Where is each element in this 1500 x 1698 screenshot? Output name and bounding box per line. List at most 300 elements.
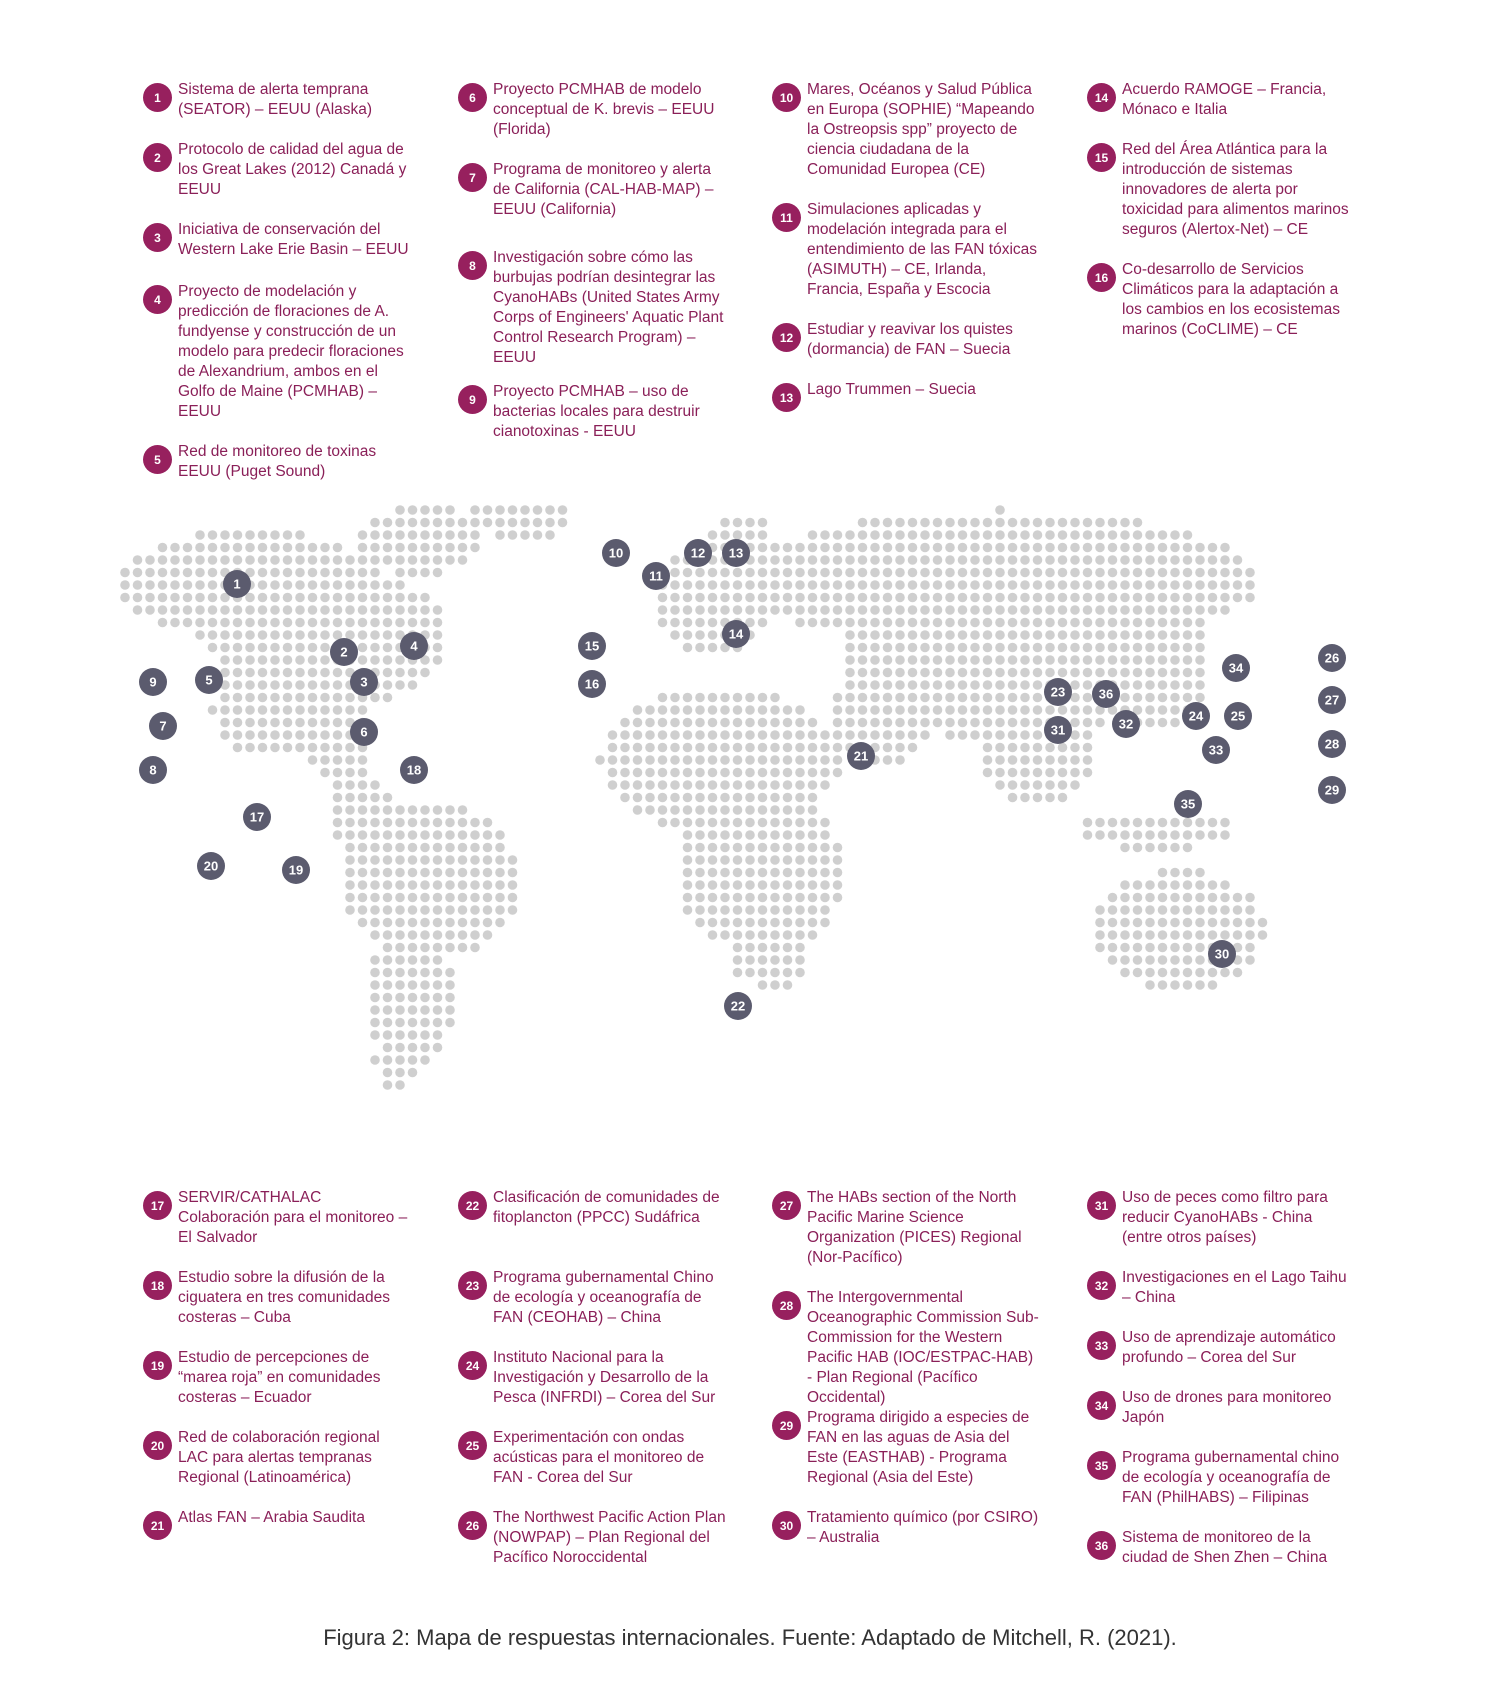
land-dot	[433, 555, 443, 565]
land-dot	[820, 593, 830, 603]
land-dot	[1008, 680, 1018, 690]
land-dot	[1070, 780, 1080, 790]
land-dot	[1208, 818, 1218, 828]
land-dot	[1083, 580, 1093, 590]
land-dot	[395, 1068, 405, 1078]
land-dot	[395, 605, 405, 615]
land-dot	[295, 730, 305, 740]
land-dot	[1083, 743, 1093, 753]
legend-text: Sistema de alerta temprana (SEATOR) – EEUU (Alaska)	[178, 81, 373, 118]
land-dot	[470, 855, 480, 865]
land-dot	[833, 580, 843, 590]
land-dot	[370, 893, 380, 903]
land-dot	[695, 918, 705, 928]
land-dot	[483, 843, 493, 853]
land-dot	[233, 705, 243, 715]
land-dot	[1183, 543, 1193, 553]
land-dot	[308, 593, 318, 603]
land-dot	[983, 630, 993, 640]
land-dot	[645, 718, 655, 728]
land-dot	[958, 630, 968, 640]
land-dot	[895, 655, 905, 665]
land-dot	[933, 580, 943, 590]
land-dot	[770, 955, 780, 965]
land-dot	[995, 568, 1005, 578]
land-dot	[733, 718, 743, 728]
land-dot	[220, 630, 230, 640]
land-dot	[1095, 605, 1105, 615]
land-dot	[395, 668, 405, 678]
land-dot	[333, 593, 343, 603]
land-dot	[758, 780, 768, 790]
land-dot	[1233, 555, 1243, 565]
land-dot	[958, 643, 968, 653]
land-dot	[670, 630, 680, 640]
land-dot	[858, 718, 868, 728]
land-dot	[195, 568, 205, 578]
land-dot	[233, 643, 243, 653]
land-dot	[970, 643, 980, 653]
land-dot	[1045, 580, 1055, 590]
land-dot	[470, 930, 480, 940]
land-dot	[770, 743, 780, 753]
land-dot	[433, 1005, 443, 1015]
land-dot	[1133, 968, 1143, 978]
map-marker-label: 5	[205, 672, 213, 688]
map-marker-label: 28	[1324, 736, 1340, 752]
land-dot	[445, 543, 455, 553]
map-marker-label: 18	[406, 762, 422, 778]
land-dot	[858, 605, 868, 615]
land-dot	[920, 618, 930, 628]
map-marker-label: 15	[584, 638, 600, 654]
land-dot	[483, 893, 493, 903]
land-dot	[695, 718, 705, 728]
land-dot	[1158, 693, 1168, 703]
land-dot	[1058, 605, 1068, 615]
land-dot	[420, 880, 430, 890]
land-dot	[1158, 630, 1168, 640]
land-dot	[795, 818, 805, 828]
land-dot	[383, 593, 393, 603]
land-dot	[695, 818, 705, 828]
land-dot	[945, 693, 955, 703]
land-dot	[1183, 630, 1193, 640]
land-dot	[720, 880, 730, 890]
map-marker-label: 24	[1188, 708, 1204, 724]
land-dot	[395, 1043, 405, 1053]
land-dot	[695, 568, 705, 578]
land-dot	[945, 518, 955, 528]
land-dot	[1008, 518, 1018, 528]
land-dot	[433, 805, 443, 815]
land-dot	[308, 555, 318, 565]
land-dot	[908, 518, 918, 528]
land-dot	[695, 618, 705, 628]
land-dot	[983, 555, 993, 565]
land-dot	[395, 555, 405, 565]
land-dot	[1195, 580, 1205, 590]
land-dot	[883, 580, 893, 590]
land-dot	[845, 618, 855, 628]
land-dot	[270, 643, 280, 653]
land-dot	[933, 718, 943, 728]
land-dot	[1183, 955, 1193, 965]
land-dot	[1233, 568, 1243, 578]
land-dot	[333, 818, 343, 828]
land-dot	[1108, 668, 1118, 678]
land-dot	[883, 530, 893, 540]
land-dot	[1045, 668, 1055, 678]
land-dot	[1158, 955, 1168, 965]
land-dot	[1183, 918, 1193, 928]
land-dot	[808, 568, 818, 578]
land-dot	[1120, 693, 1130, 703]
land-dot	[708, 743, 718, 753]
land-dot	[745, 780, 755, 790]
map-marker-36	[1092, 680, 1120, 708]
land-dot	[808, 780, 818, 790]
land-dot	[1233, 968, 1243, 978]
land-dot	[458, 805, 468, 815]
map-marker-29	[1318, 776, 1346, 804]
land-dot	[945, 568, 955, 578]
legend-number-badge: 18	[143, 1271, 172, 1300]
land-dot	[658, 730, 668, 740]
legend-item-25	[458, 1428, 728, 1488]
land-dot	[1158, 718, 1168, 728]
land-dot	[1045, 643, 1055, 653]
land-dot	[770, 705, 780, 715]
land-dot	[858, 580, 868, 590]
map-marker-8	[139, 756, 167, 784]
land-dot	[683, 843, 693, 853]
land-dot	[245, 530, 255, 540]
land-dot	[1208, 968, 1218, 978]
land-dot	[933, 543, 943, 553]
land-dot	[845, 568, 855, 578]
land-dot	[945, 655, 955, 665]
land-dot	[1083, 718, 1093, 728]
land-dot	[270, 618, 280, 628]
land-dot	[720, 705, 730, 715]
land-dot	[420, 618, 430, 628]
land-dot	[695, 755, 705, 765]
land-dot	[1233, 580, 1243, 590]
land-dot	[1008, 618, 1018, 628]
land-dot	[1070, 668, 1080, 678]
land-dot	[820, 730, 830, 740]
land-dot	[670, 718, 680, 728]
land-dot	[808, 593, 818, 603]
land-dot	[258, 680, 268, 690]
land-dot	[683, 893, 693, 903]
land-dot	[820, 568, 830, 578]
legend-text: Proyecto PCMHAB de modelo conceptual de K. brevis – EEUU (Florida)	[493, 81, 715, 138]
land-dot	[970, 580, 980, 590]
land-dot	[758, 518, 768, 528]
land-dot	[758, 555, 768, 565]
land-dot	[1020, 668, 1030, 678]
land-dot	[458, 543, 468, 553]
land-dot	[670, 743, 680, 753]
legend-item-24	[458, 1348, 728, 1408]
land-dot	[1095, 918, 1105, 928]
land-dot	[1158, 705, 1168, 715]
land-dot	[270, 718, 280, 728]
land-dot	[345, 580, 355, 590]
land-dot	[733, 793, 743, 803]
legend-number-badge: 14	[1087, 83, 1116, 112]
land-dot	[245, 555, 255, 565]
land-dot	[383, 555, 393, 565]
land-dot	[920, 630, 930, 640]
land-dot	[233, 605, 243, 615]
land-dot	[1195, 605, 1205, 615]
land-dot	[258, 530, 268, 540]
land-dot	[795, 568, 805, 578]
land-dot	[320, 655, 330, 665]
land-dot	[1208, 568, 1218, 578]
land-dot	[683, 780, 693, 790]
land-dot	[833, 755, 843, 765]
land-dot	[1208, 830, 1218, 840]
land-dot	[1033, 730, 1043, 740]
land-dot	[270, 668, 280, 678]
land-dot	[308, 568, 318, 578]
land-dot	[470, 830, 480, 840]
land-dot	[370, 530, 380, 540]
map-marker-label: 22	[730, 998, 746, 1014]
legend-number-badge: 21	[143, 1511, 172, 1540]
land-dot	[983, 693, 993, 703]
land-dot	[1070, 743, 1080, 753]
land-dot	[833, 555, 843, 565]
land-dot	[383, 680, 393, 690]
land-dot	[820, 555, 830, 565]
land-dot	[708, 593, 718, 603]
land-dot	[433, 930, 443, 940]
land-dot	[158, 605, 168, 615]
land-dot	[370, 618, 380, 628]
land-dot	[195, 605, 205, 615]
map-marker-1	[223, 570, 251, 598]
land-dot	[1058, 705, 1068, 715]
land-dot	[720, 930, 730, 940]
land-dot	[995, 780, 1005, 790]
land-dot	[383, 805, 393, 815]
map-marker-33	[1202, 736, 1230, 764]
land-dot	[1083, 680, 1093, 690]
land-dot	[270, 705, 280, 715]
land-dot	[1183, 530, 1193, 540]
land-dot	[383, 1055, 393, 1065]
land-dot	[658, 705, 668, 715]
land-dot	[395, 1030, 405, 1040]
legend-number-badge: 10	[772, 83, 801, 112]
land-dot	[358, 605, 368, 615]
land-dot	[383, 630, 393, 640]
land-dot	[695, 580, 705, 590]
land-dot	[683, 593, 693, 603]
land-dot	[483, 905, 493, 915]
land-dot	[620, 718, 630, 728]
land-dot	[720, 855, 730, 865]
map-marker-label: 10	[608, 545, 624, 561]
land-dot	[1020, 743, 1030, 753]
land-dot	[683, 718, 693, 728]
land-dot	[758, 593, 768, 603]
land-dot	[970, 680, 980, 690]
land-dot	[358, 780, 368, 790]
land-dot	[220, 530, 230, 540]
land-dot	[745, 818, 755, 828]
land-dot	[895, 518, 905, 528]
land-dot	[708, 580, 718, 590]
land-dot	[695, 868, 705, 878]
land-dot	[695, 768, 705, 778]
land-dot	[245, 605, 255, 615]
land-dot	[783, 868, 793, 878]
legend-text: Atlas FAN – Arabia Saudita	[178, 1509, 365, 1526]
land-dot	[1158, 968, 1168, 978]
land-dot	[458, 830, 468, 840]
land-dot	[408, 818, 418, 828]
land-dot	[1070, 755, 1080, 765]
land-dot	[295, 618, 305, 628]
land-dot	[1195, 555, 1205, 565]
land-dot	[458, 893, 468, 903]
land-dot	[858, 630, 868, 640]
land-dot	[858, 568, 868, 578]
land-dot	[1145, 618, 1155, 628]
land-dot	[1008, 780, 1018, 790]
land-dot	[958, 705, 968, 715]
land-dot	[908, 543, 918, 553]
land-dot	[895, 605, 905, 615]
land-dot	[170, 580, 180, 590]
land-dot	[420, 968, 430, 978]
land-dot	[708, 705, 718, 715]
land-dot	[883, 730, 893, 740]
land-dot	[395, 505, 405, 515]
land-dot	[920, 580, 930, 590]
land-dot	[383, 1030, 393, 1040]
land-dot	[1033, 743, 1043, 753]
land-dot	[1108, 580, 1118, 590]
land-dot	[1083, 518, 1093, 528]
land-dot	[733, 805, 743, 815]
land-dot	[420, 1055, 430, 1065]
land-dot	[758, 718, 768, 728]
land-dot	[1133, 668, 1143, 678]
map-marker-label: 11	[649, 568, 663, 584]
land-dot	[383, 818, 393, 828]
land-dot	[870, 643, 880, 653]
land-dot	[795, 543, 805, 553]
map-marker-6	[350, 718, 378, 746]
land-dot	[395, 818, 405, 828]
land-dot	[408, 555, 418, 565]
land-dot	[245, 718, 255, 728]
land-dot	[308, 655, 318, 665]
land-dot	[983, 718, 993, 728]
land-dot	[395, 580, 405, 590]
land-dot	[745, 805, 755, 815]
land-dot	[1045, 630, 1055, 640]
land-dot	[820, 768, 830, 778]
land-dot	[770, 755, 780, 765]
land-dot	[195, 543, 205, 553]
land-dot	[995, 693, 1005, 703]
land-dot	[433, 518, 443, 528]
land-dot	[245, 643, 255, 653]
land-dot	[1033, 768, 1043, 778]
land-dot	[1070, 630, 1080, 640]
land-dot	[795, 805, 805, 815]
land-dot	[770, 693, 780, 703]
land-dot	[420, 943, 430, 953]
legend-text: Investigación sobre cómo las burbujas podrían desintegrar las CyanoHABs (United States Army Corps of Engineers' Aquatic Plant Control Research Program) – EEUU	[493, 249, 724, 366]
legend-text: The Northwest Pacific Action Plan (NOWPAP) – Plan Regional del Pacífico Noroccidental	[493, 1509, 726, 1566]
land-dot	[1158, 555, 1168, 565]
land-dot	[1183, 980, 1193, 990]
land-dot	[845, 693, 855, 703]
land-dot	[408, 505, 418, 515]
land-dot	[770, 918, 780, 928]
land-dot	[820, 843, 830, 853]
land-dot	[1220, 968, 1230, 978]
land-dot	[1170, 680, 1180, 690]
legend-text: Programa gubernamental chino de ecología y oceanografía de FAN (PhilHABS) – Filipinas	[1122, 1449, 1340, 1506]
land-dot	[658, 768, 668, 778]
land-dot	[908, 730, 918, 740]
land-dot	[1083, 568, 1093, 578]
land-dot	[1170, 930, 1180, 940]
land-dot	[758, 805, 768, 815]
land-dot	[1008, 768, 1018, 778]
legend-text: Clasificación de comunidades de fitoplancton (PPCC) Sudáfrica	[493, 1189, 720, 1226]
map-marker-23	[1044, 678, 1072, 706]
land-dot	[1170, 530, 1180, 540]
land-dot	[1220, 905, 1230, 915]
land-dot	[908, 555, 918, 565]
land-dot	[858, 593, 868, 603]
land-dot	[1145, 980, 1155, 990]
land-dot	[133, 605, 143, 615]
land-dot	[783, 805, 793, 815]
land-dot	[458, 855, 468, 865]
legend-text: Simulaciones aplicadas y modelación integrada para el entendimiento de las FAN tóxicas (ASIMUTH) – CE, Irlanda, Francia, España y Escocia	[807, 201, 1038, 298]
land-dot	[933, 630, 943, 640]
land-dot	[1008, 593, 1018, 603]
land-dot	[745, 593, 755, 603]
land-dot	[895, 568, 905, 578]
land-dot	[1020, 680, 1030, 690]
land-dot	[670, 768, 680, 778]
land-dot	[745, 943, 755, 953]
land-dot	[770, 843, 780, 853]
land-dot	[758, 880, 768, 890]
land-dot	[245, 618, 255, 628]
land-dot	[295, 593, 305, 603]
land-dot	[408, 1068, 418, 1078]
land-dot	[420, 518, 430, 528]
land-dot	[945, 718, 955, 728]
land-dot	[883, 630, 893, 640]
legend-number-badge: 26	[458, 1511, 487, 1540]
land-dot	[1070, 680, 1080, 690]
